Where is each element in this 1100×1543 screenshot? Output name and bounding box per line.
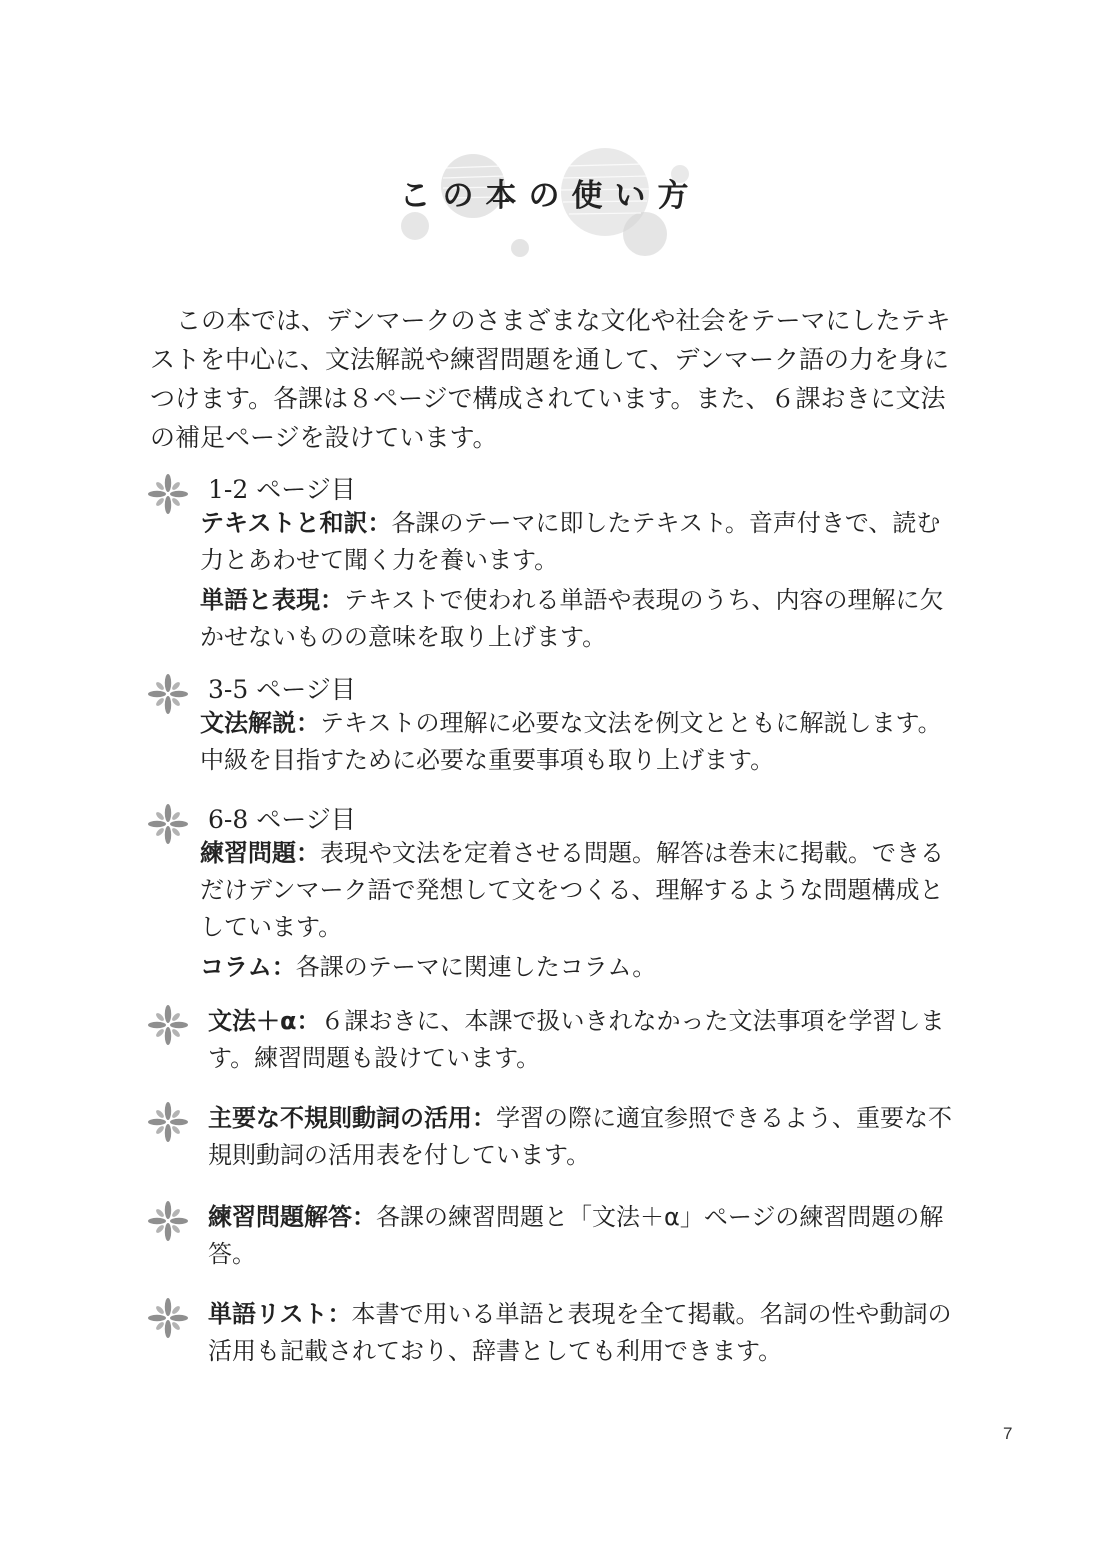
section-heading: 6-8 ページ目 [208,805,356,834]
item-text: 表現や文法を定着させる問題。解答は巻末に掲載。できるだけデンマーク語で発想して文をつくる、理解するような問題構成としています。 [200,839,944,941]
section-heading: 3-5 ページ目 [208,675,356,704]
item-text-and-translation [200,505,960,579]
item-label: 主要な不規則動詞の活用： [208,1104,496,1132]
item-label: 単語リスト： [208,1300,352,1328]
item-text: 各課のテーマに関連したコラム。 [295,953,657,981]
item-text: 学習の際に適宜参照できるよう、重要な不規則動詞の活用表を付しています。 [208,1104,952,1169]
item-label: 練習問題解答： [208,1203,376,1231]
item-exercises [200,835,960,946]
flower-ornament-icon [148,674,188,714]
extra-item [208,1199,960,1273]
page-number: 7 [1003,1424,1013,1443]
item-text: テキストの理解に必要な文法を例文とともに解説します。中級を目指すために必要な重要事項も取り上げます。 [200,709,942,774]
extra-item [208,1003,960,1077]
page-title: この本の使い方 [399,178,701,214]
item-text: 各課の練習問題と「文法＋α」ページの練習問題の解答。 [208,1203,944,1268]
section-heading: 1-2 ページ目 [208,475,356,504]
flower-ornament-icon [148,1005,188,1045]
item-label: テキストと和訳： [200,509,392,537]
item-column [200,949,960,986]
intro-paragraph: この本では、デンマークのさまざまな文化や社会をテーマにしたテキストを中心に、文法解説や練習問題を通して、デンマーク語の力を身につけます。各課は８ページで構成されています。また、６課おきに文法の補足ページを設けています。 [150,306,951,452]
item-text: テキストで使われる単語や表現のうち、内容の理解に欠かせないものの意味を取り上げます。 [200,586,944,651]
item-label: 単語と表現： [200,586,344,614]
item-text: 各課のテーマに即したテキスト。音声付きで、読む力とあわせて聞く力を養います。 [200,509,941,574]
flower-ornament-icon [148,474,188,514]
item-words-and-expressions [200,582,960,656]
item-grammar-explanation [200,705,960,779]
item-label: 練習問題： [200,839,320,867]
item-label: 文法＋α： [208,1007,321,1035]
item-label: コラム： [200,953,296,981]
item-text: ６課おきに、本課で扱いきれなかった文法事項を学習します。練習問題も設けています。 [208,1007,945,1072]
flower-ornament-icon [148,804,188,844]
flower-ornament-icon [148,1298,188,1338]
extra-item [208,1296,960,1370]
item-label: 文法解説： [200,709,320,737]
flower-ornament-icon [148,1102,188,1142]
extra-item [208,1100,960,1174]
flower-ornament-icon [148,1201,188,1241]
item-text: 本書で用いる単語と表現を全て掲載。名詞の性や動詞の活用も記載されており、辞書としても利用できます。 [208,1300,952,1365]
